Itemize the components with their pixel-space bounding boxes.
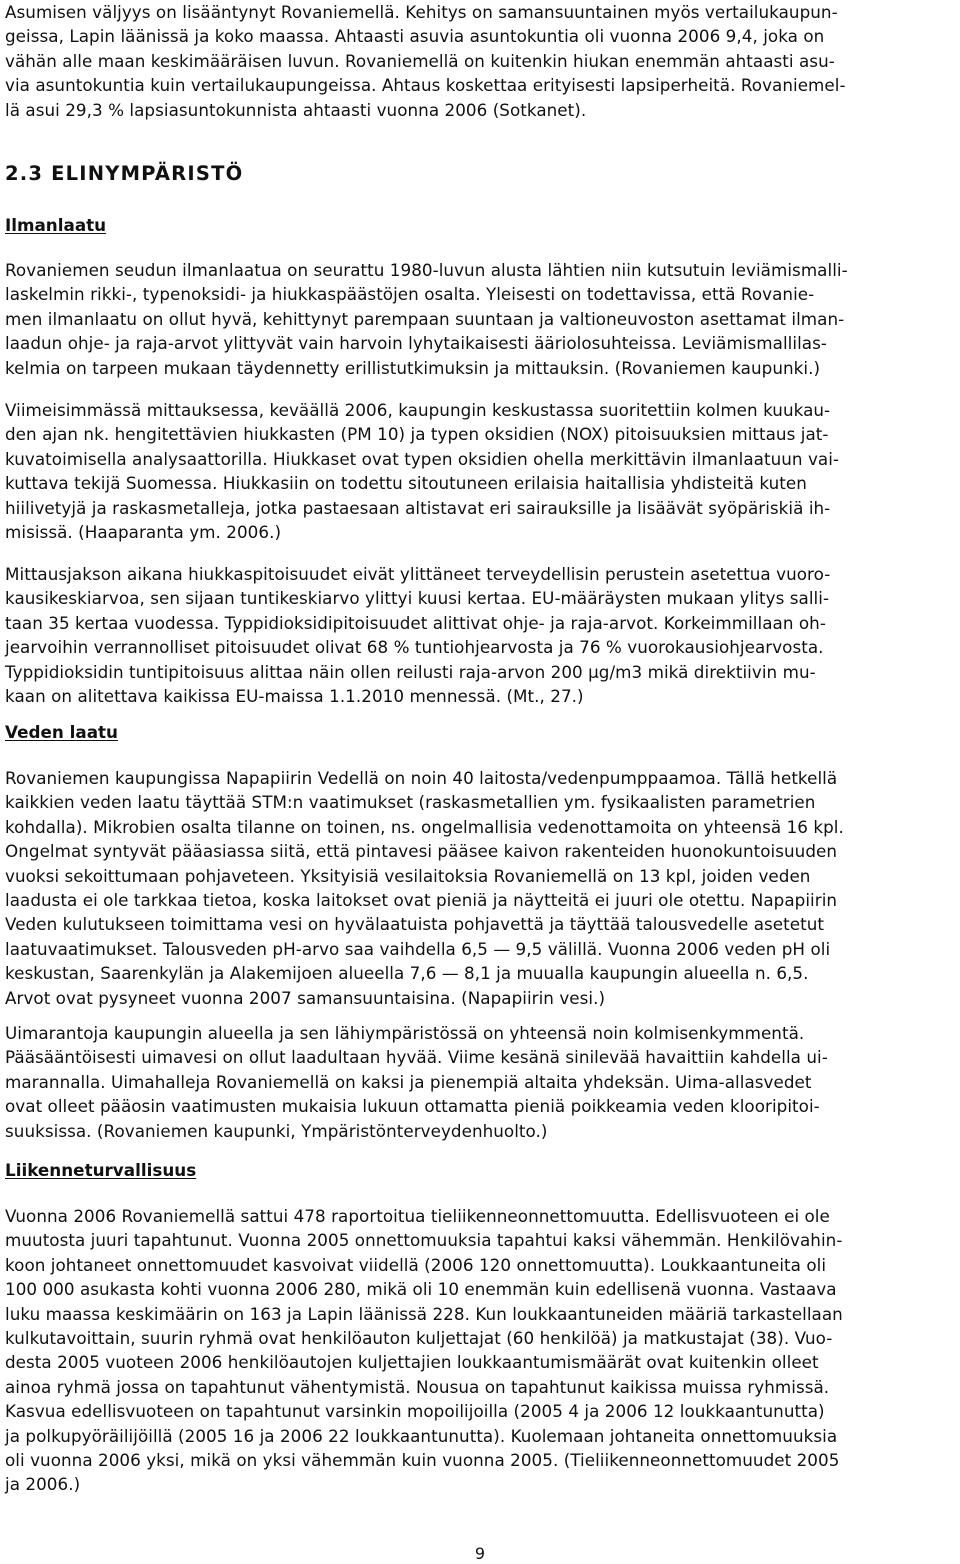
text-line: Veden kulutukseen toimittama vesi on hyvälaatuista pohjavettä ja täyttää talousvedelle asetetut [5, 914, 825, 935]
text-line: kulkutavoittain, suurin ryhmä ovat henkilöauton kuljettajat (60 henkilöä) ja matkustajat (38). Vuo- [5, 1328, 833, 1349]
text-line: kausikeskiarvoa, sen sijaan tuntikeskiarvo ylittyi kuusi kertaa. EU-määräysten mukaan ylitys salli- [5, 588, 830, 609]
air-quality-paragraph-1 [5, 258, 957, 380]
text-line: laadun ohje- ja raja-arvot ylittyvät vain harvoin lyhytaikaisesti ääriolosuhteissa. Leviämismallilas- [5, 333, 827, 354]
text-line: Mittausjakson aikana hiukkaspitoisuudet eivät ylittäneet terveydellisin perustein asetettua vuoro- [5, 564, 831, 584]
water-quality-paragraph-2 [5, 1021, 957, 1143]
text-line: laskelmin rikki-, typenoksidi- ja hiukkaspäästöjen osalta. Yleisesti on todettavissa, että Rovanie- [5, 284, 815, 305]
text-line: muutosta juuri tapahtunut. Vuonna 2005 onnettomuuksia tapahtui kaksi vähemmän. Henkilövahin- [5, 1230, 843, 1251]
text-line: laatuvaatimukset. Talousveden pH-arvo saa vaihdella 6,5 — 9,5 välillä. Vuonna 2006 veden pH oli [5, 938, 831, 959]
text-line: keskustan, Saarenkylän ja Alakemijoen alueella 7,6 — 8,1 ja muualla kaupungin alueella n. 6,5. [5, 963, 809, 984]
text-line: Pääsääntöisesti uimavesi on ollut laadultaan hyvää. Viime kesänä sinilevää havaittiin kahdella ui- [5, 1047, 828, 1068]
text-line: geissa, Lapin läänissä ja koko maassa. Ahtaasti asuvia asuntokuntia oli vuonna 2006 9,4, joka on [5, 26, 825, 47]
text-line: Typpidioksidin tuntipitoisuus alittaa näin ollen reilusti raja-arvon 200 μg/m3 mikä direktiivin mu- [5, 661, 816, 682]
text-line: Kasvua edellisvuoteen on tapahtunut varsinkin mopoilijoilla (2005 4 ja 2006 12 loukkaantunutta) [5, 1401, 825, 1422]
text-line: laadusta ei ole tarkkaa tietoa, koska laitokset ovat pieniä ja näytteitä ei juuri ole otettu. Napapiirin [5, 890, 838, 911]
subheading-water-quality: Veden laatu [5, 722, 119, 742]
page-number: 9 [474, 1544, 486, 1563]
text-line: kuttava tekijä Suomessa. Hiukkasiin on todettu sitoutuneen erilaisia haitallisia yhdisteitä kuten [5, 473, 807, 494]
text-line: kaikkien veden laatu täyttää STM:n vaatimukset (raskasmetallien ym. fysikaalisten parametrien [5, 792, 816, 813]
text-line: Viimeisimmässä mittauksessa, keväällä 2006, kaupungin keskustassa suoritettiin kolmen kuukau- [5, 400, 831, 420]
text-line: kuvatoimisella analysaattorilla. Hiukkaset ovat typen oksidien ohella merkittävin ilmanlaatuun vai- [5, 448, 840, 469]
text-line: jearvoihin verrannolliset pitoisuudet olivat 68 % tuntiohjearvosta ja 76 % vuorokausiohjearvosta. [5, 637, 824, 658]
text-line: vähän alle maan keskimääräisen luvun. Rovaniemellä on kuitenkin hiukan enemmän ahtaasti asu- [5, 50, 835, 71]
text-line: 100 000 asukasta kohti vuonna 2006 280, mikä oli 10 enemmän kuin edellisenä vuonna. Vastaava [5, 1279, 837, 1300]
text-line: Arvot ovat pysyneet vuonna 2007 samansuuntaisina. (Napapiirin vesi.) [5, 987, 606, 1008]
text-line: Asumisen väljyys on lisääntynyt Rovaniemellä. Kehitys on samansuuntainen myös vertailukaupun- [5, 2, 838, 22]
text-line: suuksissa. (Rovaniemen kaupunki, Ympäristönterveydenhuolto.) [5, 1120, 548, 1141]
text-line: ovat olleet pääosin vaatimusten mukaisia lukuun ottamatta pieniä poikkeamia veden klooripitoi- [5, 1096, 820, 1117]
traffic-safety-paragraph-1 [5, 1204, 957, 1497]
text-line: Ongelmat syntyvät pääasiassa siitä, että pintavesi pääsee kaivon rakenteiden huonokuntoisuuden [5, 841, 838, 862]
air-quality-paragraph-3 [5, 562, 957, 708]
text-line: ja polkupyöräilijöillä (2005 16 ja 2006 22 loukkaantunutta). Kuolemaan johtaneita onnettomuuksia [5, 1425, 838, 1446]
text-line: taan 35 kertaa vuodessa. Typpidioksidipitoisuudet alittivat ohje- ja raja-arvot. Korkeimmillaan oh- [5, 612, 826, 633]
water-quality-paragraph-1 [5, 766, 957, 1010]
text-line: Uimarantoja kaupungin alueella ja sen lähiympäristössä on yhteensä noin kolmisenkymmentä. [5, 1023, 805, 1043]
text-line: men ilmanlaatu on ollut hyvä, kehittynyt parempaan suuntaan ja valtioneuvoston asettamat ilman- [5, 308, 845, 329]
text-line: kaan on alitettava kaikissa EU-maissa 1.1.2010 mennessä. (Mt., 27.) [5, 686, 584, 707]
text-line: luku maassa keskimäärin on 163 ja Lapin läänissä 228. Kun loukkaantuneiden määriä tarkastellaan [5, 1303, 843, 1324]
text-line: vuoksi sekoittumaan pohjaveteen. Yksityisiä vesilaitoksia Rovaniemellä on 13 kpl, joiden veden [5, 865, 811, 886]
text-line: Rovaniemen kaupungissa Napapiirin Vedellä on noin 40 laitosta/vedenpumppaamoa. Tällä hetkellä [5, 768, 838, 788]
text-line: Vuonna 2006 Rovaniemellä sattui 478 raportoitua tieliikenneonnettomuutta. Edellisvuoteen ei ole [5, 1206, 830, 1226]
text-line: desta 2005 vuoteen 2006 henkilöautojen kuljettajien loukkaantumismäärät ovat kuitenkin olleet [5, 1352, 819, 1373]
text-line: koon johtaneet onnettomuudet kasvoivat viidellä (2006 120 onnettomuutta). Loukkaantuneita oli [5, 1254, 827, 1275]
text-line: marannalla. Uimahalleja Rovaniemellä on kaksi ja pienempiä altaita yhdeksän. Uima-allasvedet [5, 1071, 812, 1092]
text-line: hiilivetyjä ja raskasmetalleja, jotka pastaesaan altistavat eri sairauksille ja lisäävät syöpäriskiä ih- [5, 497, 831, 518]
text-line: lä asui 29,3 % lapsiasuntokunnista ahtaasti vuonna 2006 (Sotkanet). [5, 99, 587, 120]
subheading-air-quality: Ilmanlaatu [5, 215, 107, 235]
text-line: kelmia on tarpeen mukaan täydennetty erillistutkimuksin ja mittauksin. (Rovaniemen kaupunki.) [5, 357, 821, 378]
text-line: ainoa ryhmä jossa on tapahtunut vähentymistä. Nousua on tapahtunut kaikissa muissa ryhmissä. [5, 1376, 830, 1397]
text-line: Rovaniemen seudun ilmanlaatua on seurattu 1980-luvun alusta lähtien niin kutsutuin leviämismalli- [5, 260, 848, 280]
text-line: misissä. (Haaparanta ym. 2006.) [5, 522, 282, 543]
text-line: via asuntokuntia kuin vertailukaupungeissa. Ahtaus koskettaa erityisesti lapsiperheitä. Rovaniemel- [5, 75, 846, 96]
text-line: kohdalla). Mikrobien osalta tilanne on toinen, ns. ongelmallisia vedenottamoita on yhteensä 16 kpl. [5, 816, 844, 837]
text-line: den ajan nk. hengitettävien hiukkasten (PM 10) ja typen oksidien (NOX) pitoisuuksien mittaus jat- [5, 424, 829, 445]
intro-paragraph [5, 0, 957, 122]
subheading-traffic-safety: Liikenneturvallisuus [5, 1160, 197, 1180]
air-quality-paragraph-2 [5, 398, 957, 544]
text-line: ja 2006.) [5, 1474, 81, 1495]
section-heading: 2.3 ELINYMPÄRISTÖ [5, 162, 244, 185]
text-line: oli vuonna 2006 yksi, mikä on yksi vähemmän kuin vuonna 2005. (Tieliikenneonnettomuudet 2005 [5, 1450, 840, 1471]
